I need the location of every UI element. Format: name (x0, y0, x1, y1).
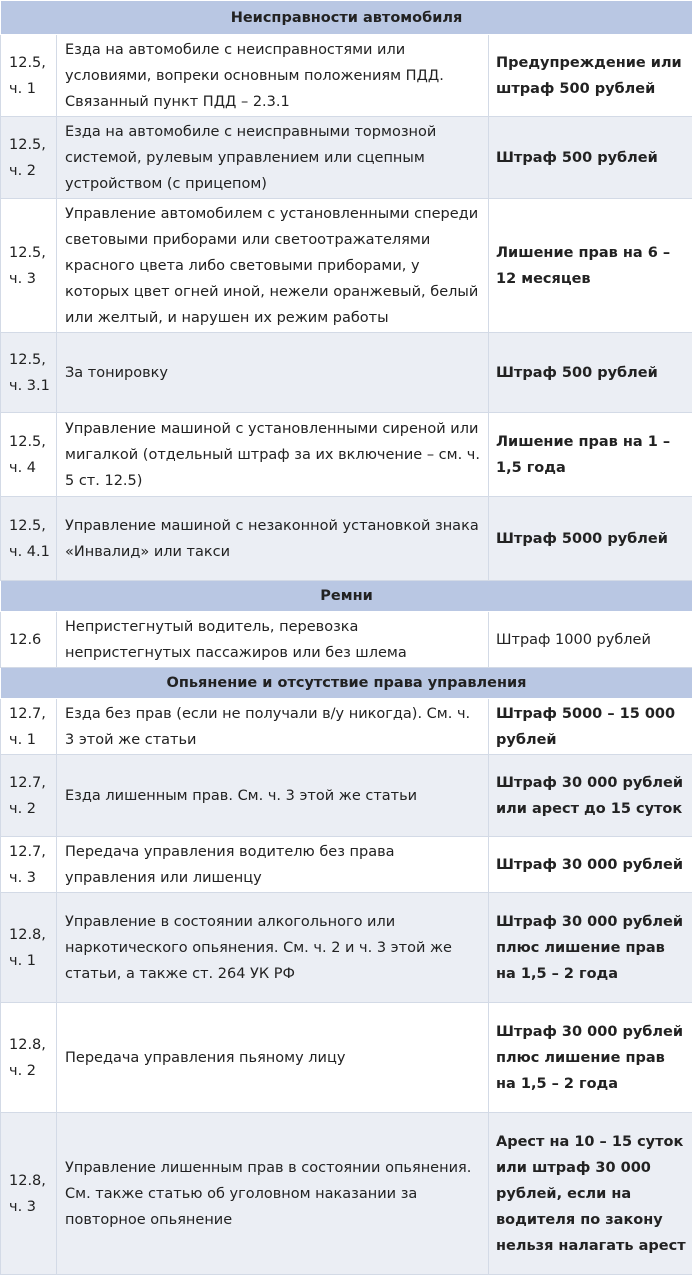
article-cell: 12.8, ч. 1 (1, 893, 57, 1003)
table-row (1, 199, 692, 333)
penalty-cell: Арест на 10 – 15 суток или штраф 30 000 рублей, если на водителя по закону нельзя налагать арест (489, 1113, 692, 1275)
description-cell: Управление в состоянии алкогольного или наркотического опьянения. См. ч. 2 и ч. 3 этой же статьи, а также ст. 264 УК РФ (57, 893, 489, 1003)
penalty-cell: Штраф 1000 рублей (489, 612, 692, 668)
description-cell: Передача управления водителю без права управления или лишенцу (57, 837, 489, 893)
article-cell: 12.8, ч. 2 (1, 1003, 57, 1113)
article-cell: 12.7, ч. 1 (1, 699, 57, 755)
description-cell: Езда на автомобиле с неисправными тормозной системой, рулевым управлением или сцепным устройством (с прицепом) (57, 117, 489, 199)
table-row (1, 699, 692, 755)
section-header (1, 581, 692, 612)
table-row (1, 612, 692, 668)
section-header (1, 1, 692, 35)
description-cell: Управление машиной с незаконной установкой знака «Инвалид» или такси (57, 497, 489, 581)
article-cell: 12.5, ч. 1 (1, 35, 57, 117)
description-cell: Езда без прав (если не получали в/у никогда). См. ч. 3 этой же статьи (57, 699, 489, 755)
table-row (1, 497, 692, 581)
table-row (1, 333, 692, 413)
table-row (1, 413, 692, 497)
penalty-cell: Лишение прав на 1 – 1,5 года (489, 413, 692, 497)
penalty-cell: Штраф 30 000 рублей (489, 837, 692, 893)
article-cell: 12.8, ч. 3 (1, 1113, 57, 1275)
article-cell: 12.7, ч. 3 (1, 837, 57, 893)
section-title: Опьянение и отсутствие права управления (1, 668, 692, 699)
description-cell: Управление машиной с установленными сиреной или мигалкой (отдельный штраф за их включение – см. ч. 5 ст. 12.5) (57, 413, 489, 497)
penalty-cell: Штраф 5000 рублей (489, 497, 692, 581)
article-cell: 12.5, ч. 3 (1, 199, 57, 333)
description-cell: Управление лишенным прав в состоянии опьянения. См. также статью об уголовном наказании за повторное опьянение (57, 1113, 489, 1275)
article-cell: 12.5, ч. 2 (1, 117, 57, 199)
article-cell: 12.5, ч. 4.1 (1, 497, 57, 581)
table-row (1, 755, 692, 837)
table-row (1, 117, 692, 199)
table-row (1, 893, 692, 1003)
description-cell: За тонировку (57, 333, 489, 413)
description-cell: Управление автомобилем с установленными спереди световыми приборами или светоотражателями красного цвета либо световыми приборами, у которых цвет огней иной, нежели оранжевый, белый или желтый, и нарушен их режим работы (57, 199, 489, 333)
section-title: Неисправности автомобиля (1, 1, 692, 35)
section-header (1, 668, 692, 699)
penalty-cell: Штраф 500 рублей (489, 333, 692, 413)
article-cell: 12.5, ч. 3.1 (1, 333, 57, 413)
table-row (1, 1003, 692, 1113)
penalty-cell: Штраф 30 000 рублей плюс лишение прав на 1,5 – 2 года (489, 893, 692, 1003)
article-cell: 12.7, ч. 2 (1, 755, 57, 837)
table-row (1, 1113, 692, 1275)
table-row (1, 35, 692, 117)
penalty-cell: Предупреждение или штраф 500 рублей (489, 35, 692, 117)
penalty-cell: Штраф 30 000 рублей или арест до 15 суток (489, 755, 692, 837)
description-cell: Передача управления пьяному лицу (57, 1003, 489, 1113)
penalty-cell: Штраф 500 рублей (489, 117, 692, 199)
penalty-cell: Штраф 5000 – 15 000 рублей (489, 699, 692, 755)
description-cell: Езда лишенным прав. См. ч. 3 этой же статьи (57, 755, 489, 837)
article-cell: 12.5, ч. 4 (1, 413, 57, 497)
penalty-cell: Штраф 30 000 рублей плюс лишение прав на 1,5 – 2 года (489, 1003, 692, 1113)
description-cell: Непристегнутый водитель, перевозка непристегнутых пассажиров или без шлема (57, 612, 489, 668)
section-title: Ремни (1, 581, 692, 612)
article-cell: 12.6 (1, 612, 57, 668)
description-cell: Езда на автомобиле с неисправностями или условиями, вопреки основным положениям ПДД. Связанный пункт ПДД – 2.3.1 (57, 35, 489, 117)
penalty-cell: Лишение прав на 6 – 12 месяцев (489, 199, 692, 333)
table-row (1, 837, 692, 893)
